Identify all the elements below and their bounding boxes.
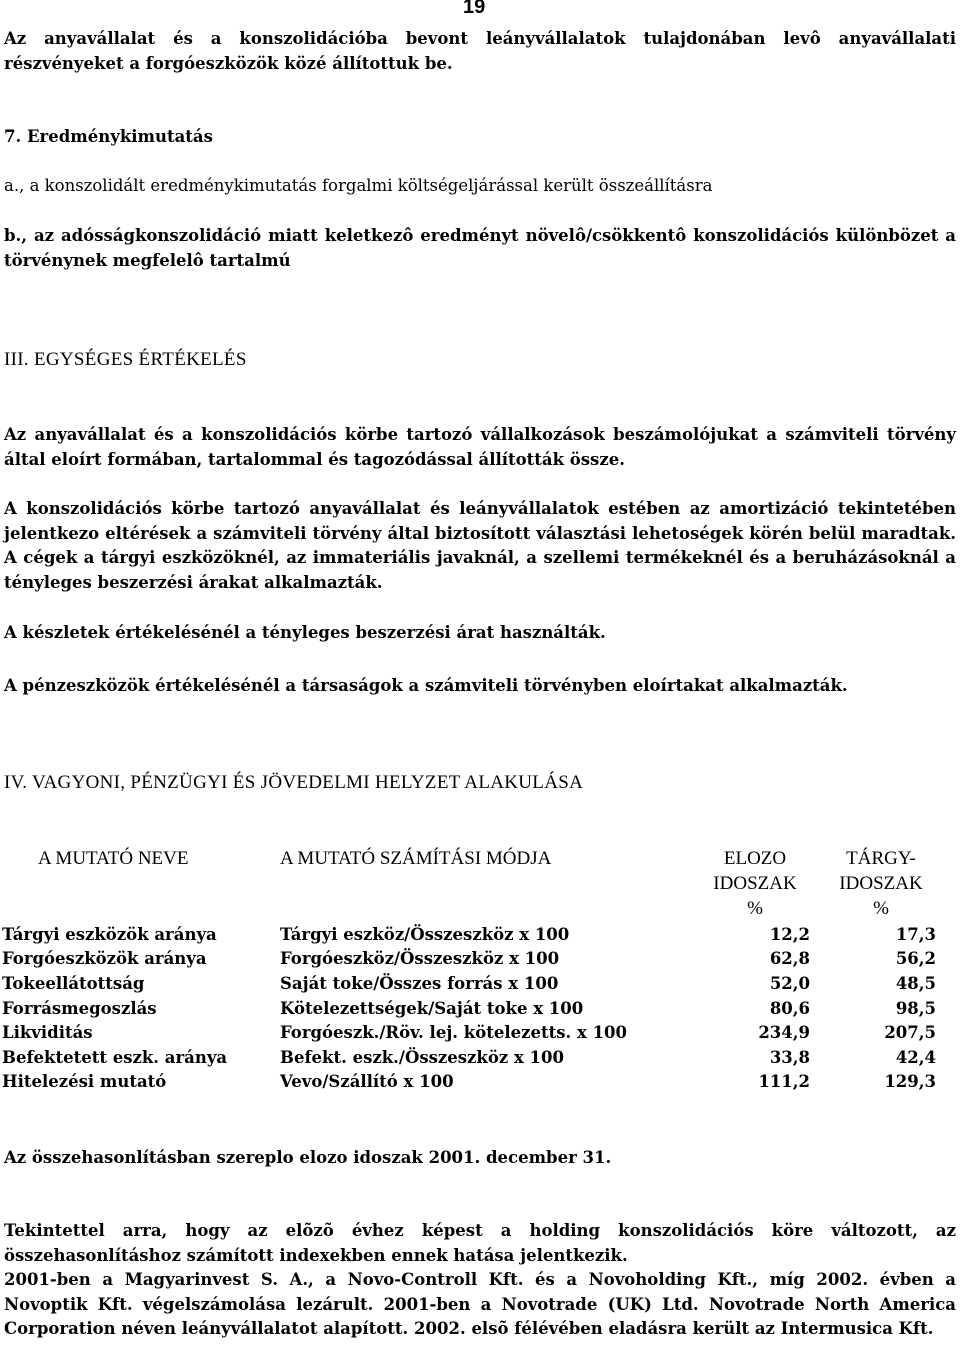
page-number: 19 (463, 0, 486, 18)
comparison-note: Az összehasonlításban szereplo elozo idoszak 2001. december 31. (4, 1148, 612, 1167)
indicator-method: Forgóeszköz/Összeszköz x 100 (280, 949, 560, 969)
table-header-previous-line-3: % (747, 898, 763, 919)
table-header-method: A MUTATÓ SZÁMÍTÁSI MÓDJA (280, 848, 552, 869)
indicator-method: Befekt. eszk./Összeszköz x 100 (280, 1047, 564, 1067)
section-3-paragraph-4: A pénzeszközök értékelésénél a társaságok a számviteli törvényben eloírtakat alkalmazták. (4, 676, 848, 695)
table-header-current-line-3: % (873, 898, 889, 919)
section-4-title: IV. VAGYONI, PÉNZÜGYI ÉS JÖVEDELMI HELYZET ALAKULÁSA (4, 772, 584, 793)
section-4-paragraph-1: Tekintettel arra, hogy az elõzõ évhez képest a holding konszolidációs köre változott, az összehasonlításhoz számított indexekben ennek hatása jelentkezik. (4, 1221, 956, 1265)
indicator-previous-value: 62,8 (769, 949, 810, 969)
indicator-previous-value: 12,2 (769, 924, 810, 944)
table-row (2, 971, 936, 996)
section-3-title: III. EGYSÉGES ÉRTÉKELÉS (4, 349, 247, 370)
indicator-name: Tokeellátottság (2, 973, 145, 993)
section-7-item-a: a., a konszolidált eredménykimutatás forgalmi költségeljárással került összeállításra (4, 176, 713, 195)
indicator-current-value: 48,5 (895, 973, 936, 993)
indicator-table (2, 922, 936, 1094)
section-3-paragraph-3: A készletek értékelésénél a tényleges beszerzési árat használták. (4, 623, 606, 642)
indicator-previous-value: 234,9 (758, 1023, 810, 1043)
table-header-previous-line-1: ELOZO (723, 848, 787, 869)
table-row (2, 947, 936, 972)
table-row (2, 996, 936, 1021)
table-row (2, 1045, 936, 1070)
indicator-name: Hitelezési mutató (2, 1072, 167, 1092)
section-3-paragraph-1: Az anyavállalat és a konszolidációs körbe tartozó vállalkozások beszámolójukat a számviteli törvény által eloírt formában, tartalommal és tagozódással állították össze. (4, 425, 956, 469)
indicator-current-value: 207,5 (884, 1023, 936, 1043)
table-header-previous-line-2: IDOSZAK (713, 873, 797, 894)
indicator-method: Saját toke/Összes forrás x 100 (280, 973, 559, 993)
indicator-previous-value: 52,0 (769, 973, 810, 993)
indicator-name: Forrásmegoszlás (2, 998, 157, 1018)
table-header-name: A MUTATÓ NEVE (38, 848, 189, 869)
indicator-current-value: 98,5 (895, 998, 936, 1018)
indicator-name: Likviditás (2, 1023, 93, 1043)
indicator-method: Forgóeszk./Röv. lej. kötelezetts. x 100 (280, 1023, 628, 1043)
indicator-current-value: 129,3 (884, 1072, 936, 1092)
indicator-current-value: 17,3 (895, 924, 936, 944)
indicator-name: Tárgyi eszközök aránya (2, 924, 217, 944)
table-header-previous-period (700, 846, 810, 921)
table-header-current-line-2: IDOSZAK (839, 873, 923, 894)
indicator-method: Vevo/Szállító x 100 (280, 1072, 454, 1092)
indicator-current-value: 56,2 (895, 949, 936, 969)
indicator-previous-value: 33,8 (769, 1047, 810, 1067)
indicator-previous-value: 80,6 (769, 998, 810, 1018)
section-7-title: 7. Eredménykimutatás (4, 127, 213, 146)
table-header-current-line-1: TÁRGY- (846, 848, 916, 869)
intro-paragraph: Az anyavállalat és a konszolidációba bevont leányvállalatok tulajdonában levô anyavállalati részvényeket a forgóeszközök közé állítottuk be. (4, 29, 956, 73)
table-row (2, 922, 936, 947)
indicator-method: Tárgyi eszköz/Összeszköz x 100 (280, 924, 570, 944)
indicator-name: Befektetett eszk. aránya (2, 1047, 228, 1067)
indicator-name: Forgóeszközök aránya (2, 949, 207, 969)
section-7-item-b: b., az adósságkonszolidáció miatt keletkezô eredményt növelô/csökkentô konszolidációs különbözet a törvénynek megfelelô tartalmú (4, 226, 956, 270)
section-4-paragraph-2: 2001-ben a Magyarinvest S. A., a Novo-Controll Kft. és a Novoholding Kft., míg 2002. évben a Novoptik Kft. végelszámolása lezárult. 2001-ben a Novotrade (UK) Ltd. Novotrade North America Corporation néven leányvállalatot alapított. 2002. elsõ félévében eladásra került az Intermusica Kft. (4, 1270, 956, 1338)
table-header-current-period (826, 846, 936, 921)
indicator-current-value: 42,4 (895, 1047, 936, 1067)
indicator-method: Kötelezettségek/Saját toke x 100 (280, 998, 584, 1018)
table-row (2, 1020, 936, 1045)
indicator-previous-value: 111,2 (758, 1072, 810, 1092)
section-3-paragraph-2: A konszolidációs körbe tartozó anyavállalat és leányvállalatok estében az amortizáció tekintetében jelentkezo eltérések a számviteli törvény által biztosított választási lehetoségek körén belül maradtak. A cégek a tárgyi eszközöknél, az immateriális javaknál, a szellemi termékeknél és a beruházásoknál a tényleges beszerzési árakat alkalmazták. (4, 499, 956, 592)
table-row (2, 1070, 936, 1095)
